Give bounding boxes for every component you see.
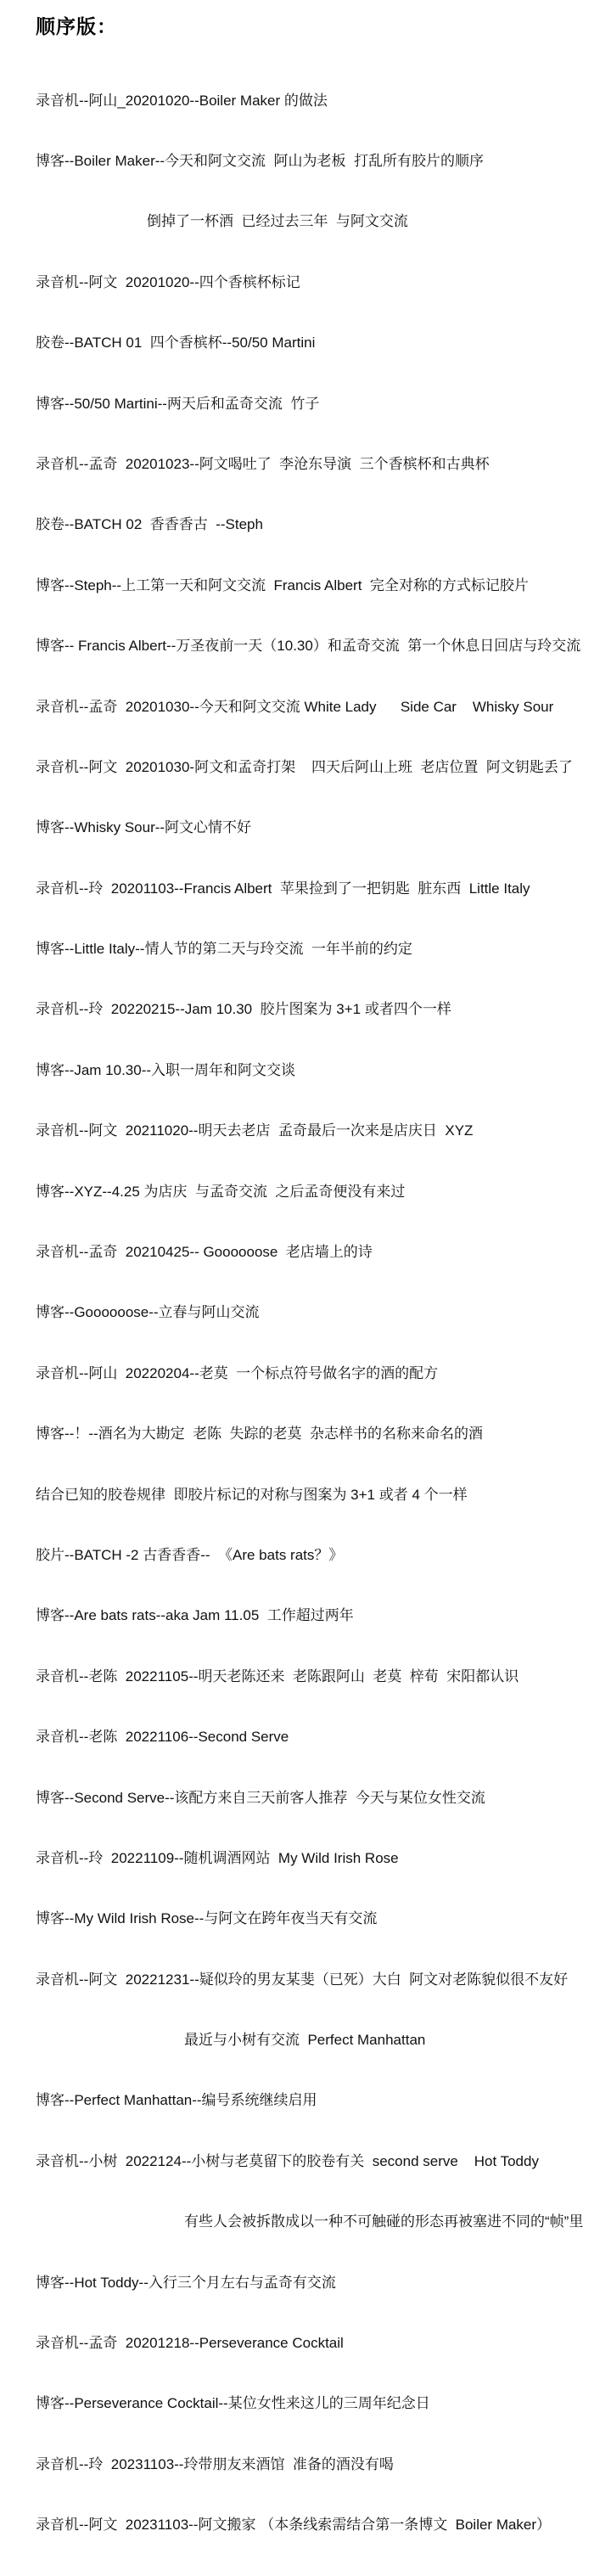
list-line: 录音机--阿文 20231103--阿文搬家 （本条线索需结合第一条博文 Boiler Maker） — [36, 2517, 552, 2534]
list-line: 录音机--玲 20220215--Jam 10.30 胶片图案为 3+1 或者四个一样 — [36, 1001, 451, 1018]
list-line: 录音机--小树 2022124--小树与老莫留下的胶卷有关 second serve Hot Toddy — [36, 2152, 539, 2169]
list-line: 博客--50/50 Martini--两天后和孟奇交流 竹子 — [36, 395, 320, 412]
list-line-continuation: 倒掉了一杯酒 已经过去三年 与阿文交流 — [147, 213, 408, 230]
list-line: 博客--Perfect Manhattan--编号系统继续启用 — [36, 2092, 317, 2109]
list-line: 录音机--老陈 20221105--明天老陈还来 老陈跟阿山 老莫 梓荀 宋阳都认识 — [36, 1668, 519, 1685]
page-title: 顺序版： — [36, 15, 117, 37]
list-line: 录音机--孟奇 20201218--Perseverance Cocktail — [36, 2335, 344, 2352]
list-line: 博客--Jam 10.30--入职一周年和阿文交谈 — [36, 1061, 296, 1078]
list-line: 博客--Hot Toddy--入行三个月左右与孟奇有交流 — [36, 2274, 336, 2291]
list-line: 录音机--阿山 20220204--老莫 一个标点符号做名字的酒的配方 — [36, 1364, 439, 1381]
list-line: 博客--Perseverance Cocktail--某位女性来这儿的三周年纪念日 — [36, 2395, 430, 2412]
list-line: 录音机--孟奇 20210425-- Goooooose 老店墙上的诗 — [36, 1244, 373, 1261]
list-line: 博客--Second Serve--该配方来自三天前客人推荐 今天与某位女性交流 — [36, 1789, 485, 1806]
list-line: 博客--Are bats rats--aka Jam 11.05 工作超过两年 — [36, 1607, 354, 1624]
list-line: 胶片--BATCH -2 古香香香-- 《Are bats rats？》 — [36, 1546, 344, 1563]
list-line: 录音机--孟奇 20201023--阿文喝吐了 李沧东导演 三个香槟杯和古典杯 — [36, 455, 490, 472]
list-line: 博客--Goooooose--立春与阿山交流 — [36, 1304, 260, 1321]
entry-list — [36, 50, 599, 2576]
list-line: 录音机--玲 20201103--Francis Albert 苹果捡到了一把钥匙 脏东西 Little Italy — [36, 880, 530, 897]
list-line: 录音机--玲 20231103--玲带朋友来酒馆 准备的酒没有喝 — [36, 2455, 394, 2472]
list-line-continuation: 有些人会被拆散成以一种不可触碰的形态再被塞进不同的“帧”里 — [184, 2213, 584, 2230]
list-line: 录音机--阿文 20201030-阿文和孟奇打架 四天后阿山上班 老店位置 阿文钥匙丢了 — [36, 758, 573, 775]
list-line-continuation: 结合已知的胶卷规律 即胶片标记的对称与图案为 3+1 或者 4 个一样 — [36, 1486, 468, 1503]
list-line: 博客--Steph--上工第一天和阿文交流 Francis Albert 完全对称的方式标记胶片 — [36, 577, 529, 593]
list-line: 胶卷--BATCH 01 四个香槟杯--50/50 Martini — [36, 335, 316, 352]
list-line: 博客--！--酒名为大勘定 老陈 失踪的老莫 杂志样书的名称来命名的酒 — [36, 1426, 483, 1443]
list-line: 录音机--阿文 20221231--疑似玲的男友某斐（已死）大白 阿文对老陈貌似很不友好 — [36, 1971, 569, 1988]
list-line: 录音机--孟奇 20201030--今天和阿文交流 White Lady Side Car Whisky Sour — [36, 698, 554, 715]
list-line: 录音机--玲 20221109--随机调酒网站 My Wild Irish Rose — [36, 1849, 399, 1866]
list-line: 录音机--阿山_20201020--Boiler Maker 的做法 — [36, 92, 328, 109]
list-line-continuation: 最近与小树有交流 Perfect Manhattan — [184, 2032, 426, 2049]
list-line: 博客--My Wild Irish Rose--与阿文在跨年夜当天有交流 — [36, 1910, 378, 1927]
list-line: 胶卷--BATCH 02 香香香古 --Steph — [36, 516, 263, 533]
list-line: 录音机--老陈 20221106--Second Serve — [36, 1729, 289, 1746]
list-line: 博客--Little Italy--情人节的第二天与玲交流 一年半前的约定 — [36, 941, 412, 958]
list-line: 录音机--阿文 20201020--四个香槟杯标记 — [36, 273, 300, 290]
list-line: 博客--Boiler Maker--今天和阿文交流 阿山为老板 打乱所有胶片的顺序 — [36, 152, 484, 169]
list-line: 录音机--阿文 20211020--明天去老店 孟奇最后一次来是店庆日 XYZ — [36, 1122, 474, 1139]
list-line: 博客--Whisky Sour--阿文心情不好 — [36, 819, 252, 836]
list-line: 博客-- Francis Albert--万圣夜前一天（10.30）和孟奇交流 第一个休息日回店与玲交流 — [36, 638, 581, 655]
list-line: 博客--XYZ--4.25 为店庆 与孟奇交流 之后孟奇便没有来过 — [36, 1183, 406, 1200]
